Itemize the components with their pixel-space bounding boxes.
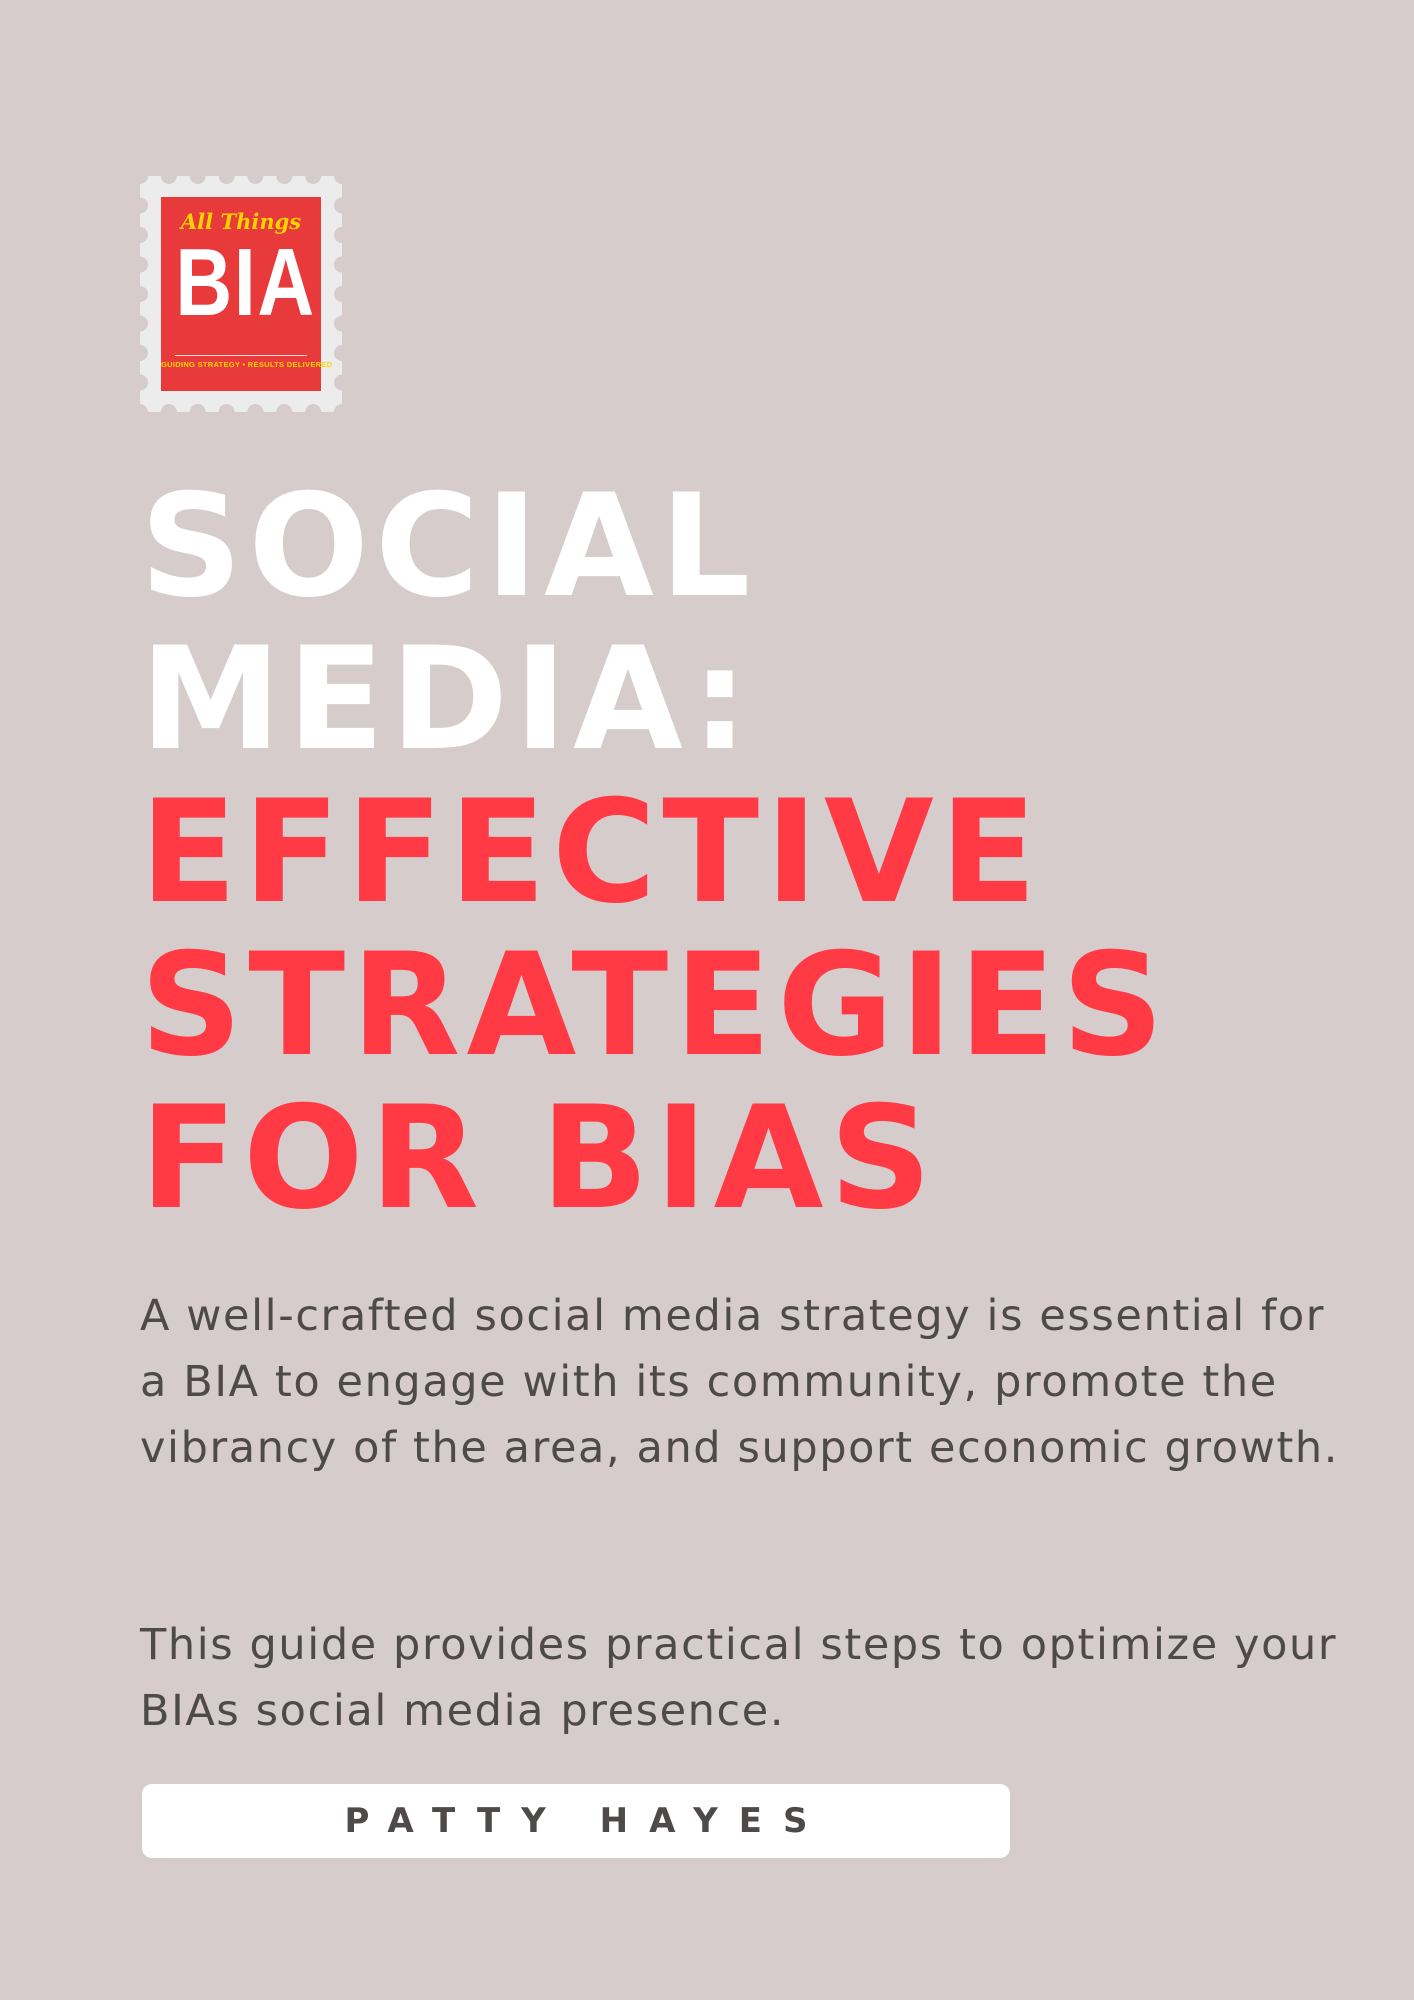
title-line-1: SOCIAL xyxy=(140,464,757,629)
logo-stamp xyxy=(140,176,342,412)
intro-paragraph-2: This guide provides practical steps to optimize your BIAs social media presence. xyxy=(140,1620,1338,1736)
title-line-2: MEDIA: xyxy=(140,617,755,782)
intro-paragraph-1: A well-crafted social media strategy is essential for a BIA to engage with its community, promote the vibrancy of the area, and support economic growth. xyxy=(140,1291,1340,1473)
logo-divider xyxy=(175,355,307,356)
title-line-4: STRATEGIES xyxy=(140,923,1170,1088)
stamp-red-panel xyxy=(161,197,333,391)
logo-main-text: BIA xyxy=(175,229,316,336)
logo-tagline: GUIDING STRATEGY • RESULTS DELIVERED xyxy=(161,360,333,369)
title-line-5: FOR BIAS xyxy=(140,1076,938,1241)
page-title xyxy=(140,464,1380,1241)
title-line-3: EFFECTIVE xyxy=(140,770,1043,935)
logo-script-text: All Things xyxy=(180,209,302,234)
author-name: PATTY HAYES xyxy=(344,1801,829,1841)
author-badge xyxy=(142,1784,1010,1858)
